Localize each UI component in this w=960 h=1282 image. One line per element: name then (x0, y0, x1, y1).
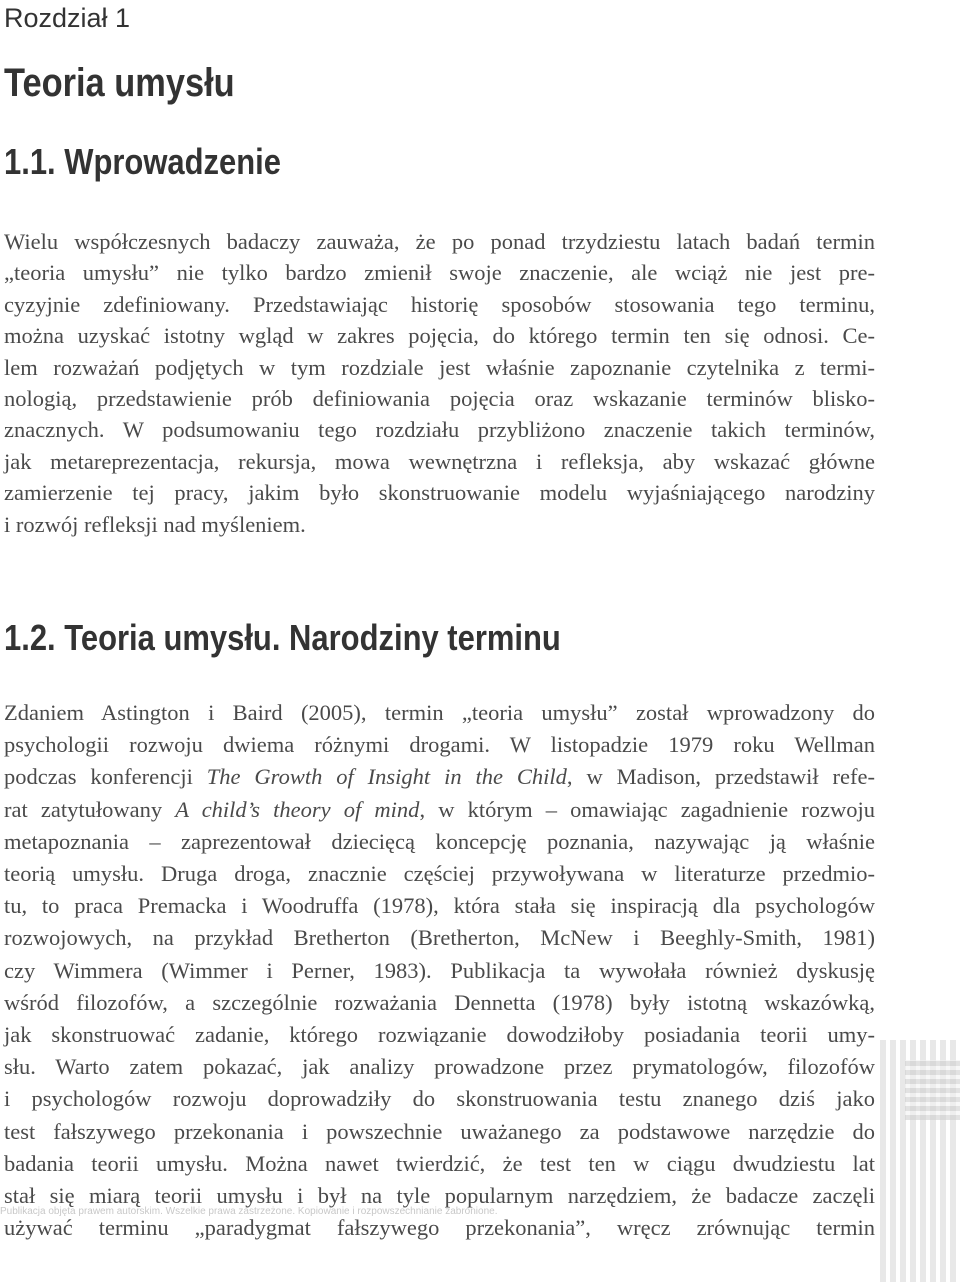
text-line: wśród filozofów, a szczególnie rozważania Dennetta (1978) były istotną wskazówką, (4, 989, 875, 1015)
text-line: słu. Warto zatem pokazać, jak analizy prowadzone przez prymatologów, filozofów (4, 1054, 875, 1080)
paragraph-origins (4, 697, 875, 1244)
section-heading-origins: 1.2. Teoria umysłu. Narodziny terminu (4, 617, 561, 658)
text-line: znacznych. W podsumowaniu tego rozdziału przybliżono znaczenie takich terminów, (4, 417, 875, 443)
watermark-pattern (905, 1060, 960, 1120)
text-line: psychologii rozwoju dwiema różnymi drogami. W listopadzie 1979 roku Wellman (4, 732, 875, 758)
text-segment: , w Madison, przedstawił refe- (566, 764, 875, 790)
text-line: tu, to praca Premacka i Woodruffa (1978), która stała się inspiracją dla psychologów (4, 893, 875, 919)
text-line: jak metareprezentacja, rekursja, mowa wewnętrzna i refleksja, aby wskazać główne (4, 448, 875, 474)
text-line: badania teorii umysłu. Można nawet twierdzić, że test ten w ciągu dwudziestu lat (4, 1150, 875, 1176)
text-line (4, 794, 875, 826)
chapter-title: Teoria umysłu (4, 61, 235, 105)
text-line: można uzyskać istotny wgląd w zakres pojęcia, do którego termin ten się odnosi. Ce- (4, 323, 875, 349)
copyright-watermark: Publikacja objęta prawem autorskim. Wszelkie prawa zastrzeżone. Kopiowanie i rozpowszechnianie zabronione. (0, 1206, 498, 1217)
text-line (4, 761, 875, 793)
chapter-label: Rozdział 1 (4, 3, 131, 33)
text-line: czy Wimmera (Wimmer i Perner, 1983). Publikacja ta wywołała również dyskusję (4, 957, 875, 983)
section-heading-intro: 1.1. Wprowadzenie (4, 141, 281, 182)
paragraph-intro (4, 226, 875, 540)
text-line: i psychologów rozwoju doprowadziły do skonstruowania testu znanego dziś jako (4, 1086, 875, 1112)
conference-title: The Growth of Insight in the Child (206, 764, 567, 790)
text-line: Zdaniem Astington i Baird (2005), termin „teoria umysłu” został wprowadzony do (4, 700, 875, 725)
text-line: zamierzenie tej pracy, jakim było skonstruowanie modelu wyjaśniającego narodziny (4, 480, 875, 506)
text-line: lem rozważań podjętych w tym rozdziale jest właśnie zapoznanie czytelnika z termi- (4, 354, 875, 380)
text-segment: , w którym – omawiając zagadnienie rozwoju (419, 796, 875, 822)
text-line: teorią umysłu. Druga droga, znacznie częściej przywoływana w literaturze przedmio- (4, 861, 875, 887)
text-line: i rozwój refleksji nad myśleniem. (4, 511, 306, 537)
paper-title: A child’s theory of mind (175, 796, 420, 822)
text-line: Wielu współczesnych badaczy zauważa, że po ponad trzydziestu latach badań termin (4, 229, 875, 254)
text-line: nologią, przedstawienie prób definiowania pojęcia oraz wskazanie terminów blisko- (4, 386, 875, 412)
text-line: rozwojowych, na przykład Bretherton (Bretherton, McNew i Beeghly-Smith, 1981) (4, 925, 875, 951)
text-line: stał się miarą teorii umysłu i był na tyle popularnym narzędziem, że badacze zaczęli (4, 1183, 875, 1209)
text-line: jak skonstruować zadanie, którego rozwiązanie dowodziłoby posiadania teorii umy- (4, 1022, 875, 1048)
text-line: używać terminu „paradygmat fałszywego przekonania”, wręcz zrównując termin (4, 1215, 875, 1241)
text-line: metapoznania – zaprezentował dziecięcą koncepcję poznania, nazywając ją właśnie (4, 828, 875, 854)
text-line: „teoria umysłu” nie tylko bardzo zmienił swoje znaczenie, ale wciąż nie jest pre- (4, 260, 875, 286)
text-line: test fałszywego przekonania i powszechnie uważanego za podstawowe narzędzie do (4, 1118, 875, 1144)
text-segment: rat zatytułowany (4, 796, 176, 822)
text-line: cyzyjnie zdefiniowany. Przedstawiając historię sposobów stosowania tego terminu, (4, 291, 875, 317)
text-segment: podczas konferencji (4, 764, 207, 790)
